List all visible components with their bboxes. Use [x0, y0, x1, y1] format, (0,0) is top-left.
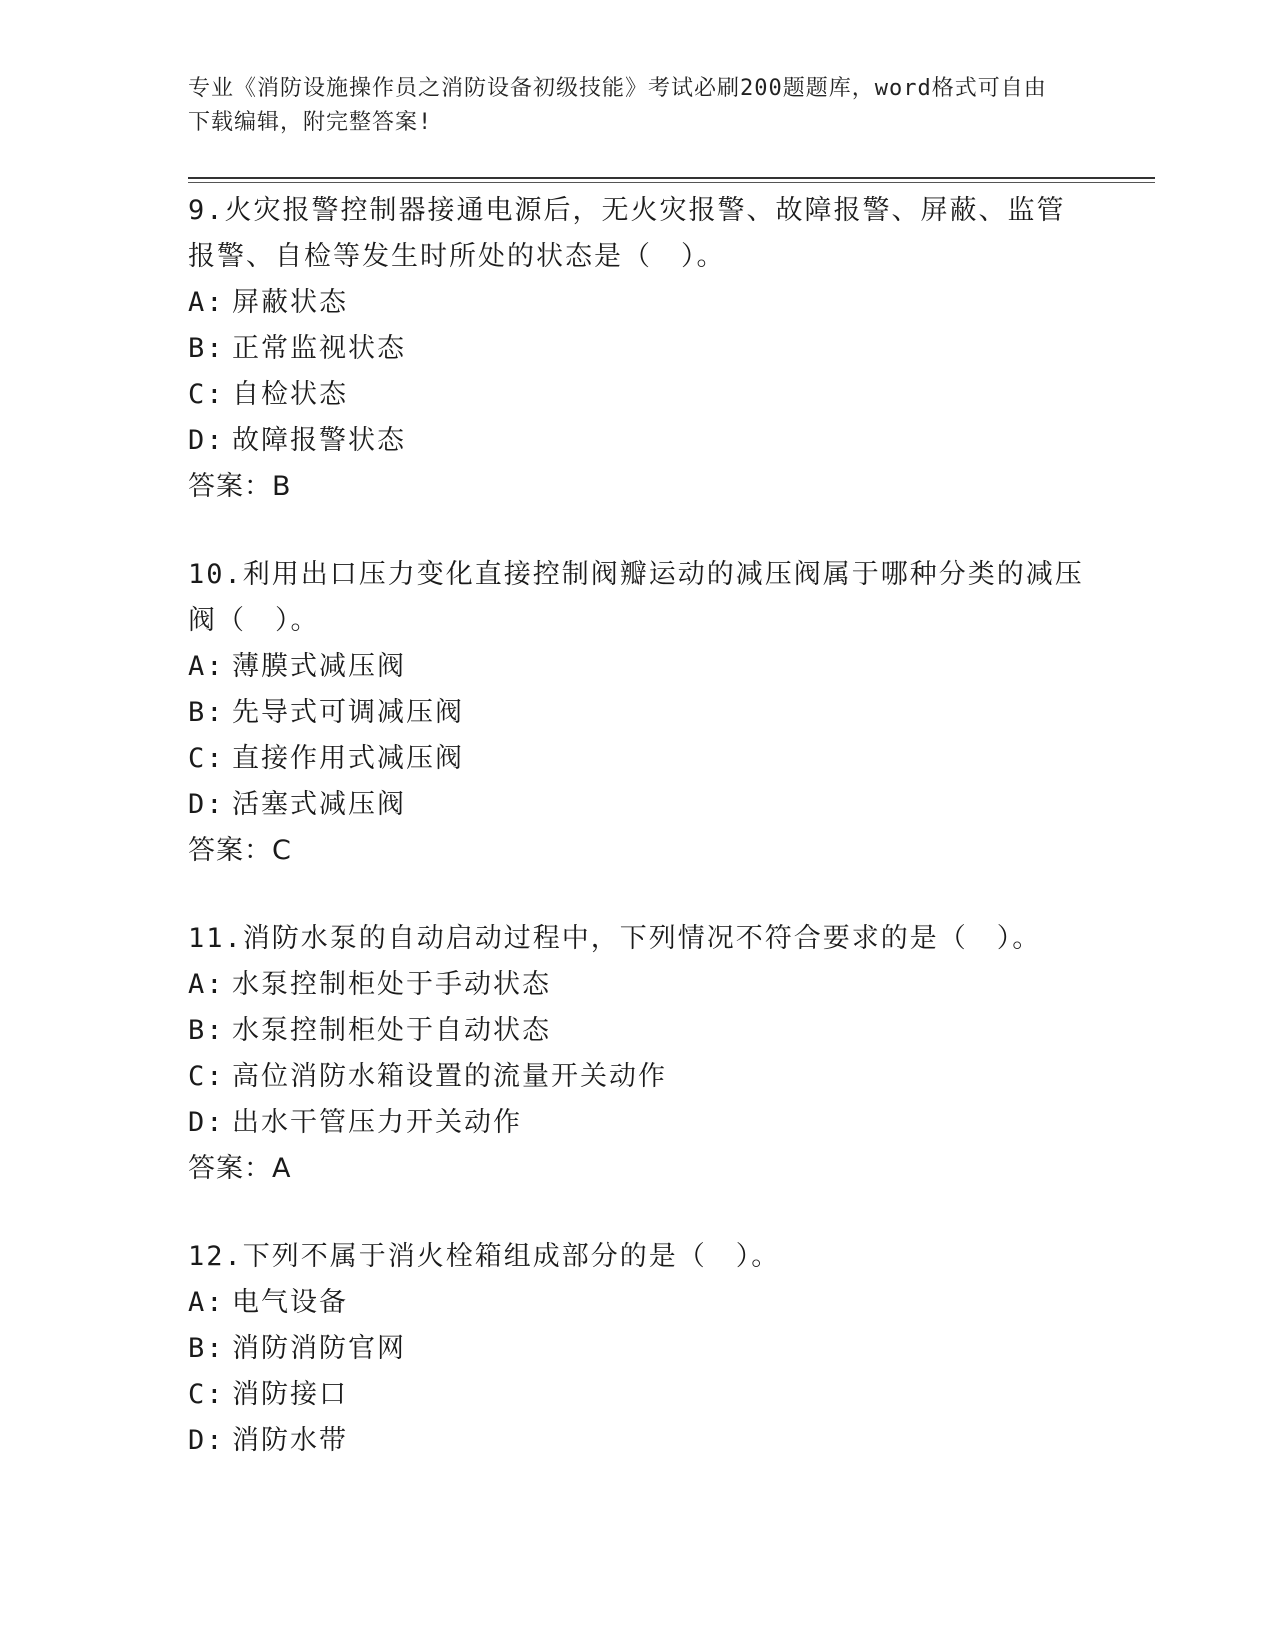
option-d	[188, 1418, 1088, 1464]
option-text: 出水干管压力开关动作	[232, 1107, 522, 1138]
option-text: 电气设备	[232, 1287, 348, 1318]
option-text: 消防水带	[232, 1425, 348, 1456]
option-d	[188, 418, 1088, 464]
option-text: 消防接口	[232, 1379, 348, 1410]
question-stem: 11.消防水泵的自动启动过程中，下列情况不符合要求的是（ ）。	[188, 923, 1042, 954]
option-letter: D:	[188, 1107, 225, 1138]
option-text: 故障报警状态	[232, 425, 406, 456]
option-c	[188, 1372, 1088, 1418]
option-a	[188, 962, 1088, 1008]
option-text: 活塞式减压阀	[232, 789, 406, 820]
option-letter: D:	[188, 425, 225, 456]
question-10	[188, 552, 1088, 874]
option-text: 高位消防水箱设置的流量开关动作	[232, 1061, 667, 1092]
answer-line: 答案：A	[188, 1153, 292, 1184]
option-letter: D:	[188, 789, 225, 820]
option-letter: A:	[188, 969, 225, 1000]
option-text: 先导式可调减压阀	[232, 697, 464, 728]
option-d	[188, 782, 1088, 828]
option-letter: A:	[188, 1287, 225, 1318]
option-b	[188, 1008, 1088, 1054]
answer-line: 答案：B	[188, 471, 292, 502]
option-d	[188, 1100, 1088, 1146]
option-letter: C:	[188, 379, 225, 410]
option-a	[188, 1280, 1088, 1326]
option-letter: C:	[188, 1061, 225, 1092]
option-text: 直接作用式减压阀	[232, 743, 464, 774]
option-text: 自检状态	[232, 379, 348, 410]
option-text: 水泵控制柜处于手动状态	[232, 969, 551, 1000]
option-letter: B:	[188, 333, 225, 364]
option-letter: C:	[188, 1379, 225, 1410]
option-b	[188, 326, 1088, 372]
option-b	[188, 1326, 1088, 1372]
option-text: 消防消防官网	[232, 1333, 406, 1364]
option-text: 薄膜式减压阀	[232, 651, 406, 682]
option-letter: B:	[188, 1015, 225, 1046]
question-stem: 12.下列不属于消火栓箱组成部分的是（ ）。	[188, 1241, 781, 1272]
option-b	[188, 690, 1088, 736]
question-stem: 10.利用出口压力变化直接控制阀瓣运动的减压阀属于哪种分类的减压阀（ ）。	[188, 559, 1084, 636]
option-a	[188, 644, 1088, 690]
option-c	[188, 736, 1088, 782]
document-header: 专业《消防设施操作员之消防设备初级技能》考试必刷200题题库，word格式可自由下载编辑，附完整答案!	[188, 76, 1047, 135]
option-a	[188, 280, 1088, 326]
option-letter: A:	[188, 287, 225, 318]
option-letter: D:	[188, 1425, 225, 1456]
option-text: 水泵控制柜处于自动状态	[232, 1015, 551, 1046]
question-12	[188, 1234, 1088, 1464]
answer-line: 答案：C	[188, 835, 292, 866]
option-letter: A:	[188, 651, 225, 682]
question-9	[188, 188, 1088, 510]
option-letter: C:	[188, 743, 225, 774]
question-list	[188, 188, 1088, 1506]
header-divider-thin	[188, 182, 1155, 183]
question-11	[188, 916, 1088, 1192]
question-stem: 9.火灾报警控制器接通电源后，无火灾报警、故障报警、屏蔽、监管报警、自检等发生时所处的状态是（ ）。	[188, 195, 1066, 272]
option-c	[188, 372, 1088, 418]
option-text: 正常监视状态	[232, 333, 406, 364]
option-c	[188, 1054, 1088, 1100]
option-text: 屏蔽状态	[232, 287, 348, 318]
header-divider-thick	[188, 177, 1155, 179]
option-letter: B:	[188, 697, 225, 728]
option-letter: B:	[188, 1333, 225, 1364]
